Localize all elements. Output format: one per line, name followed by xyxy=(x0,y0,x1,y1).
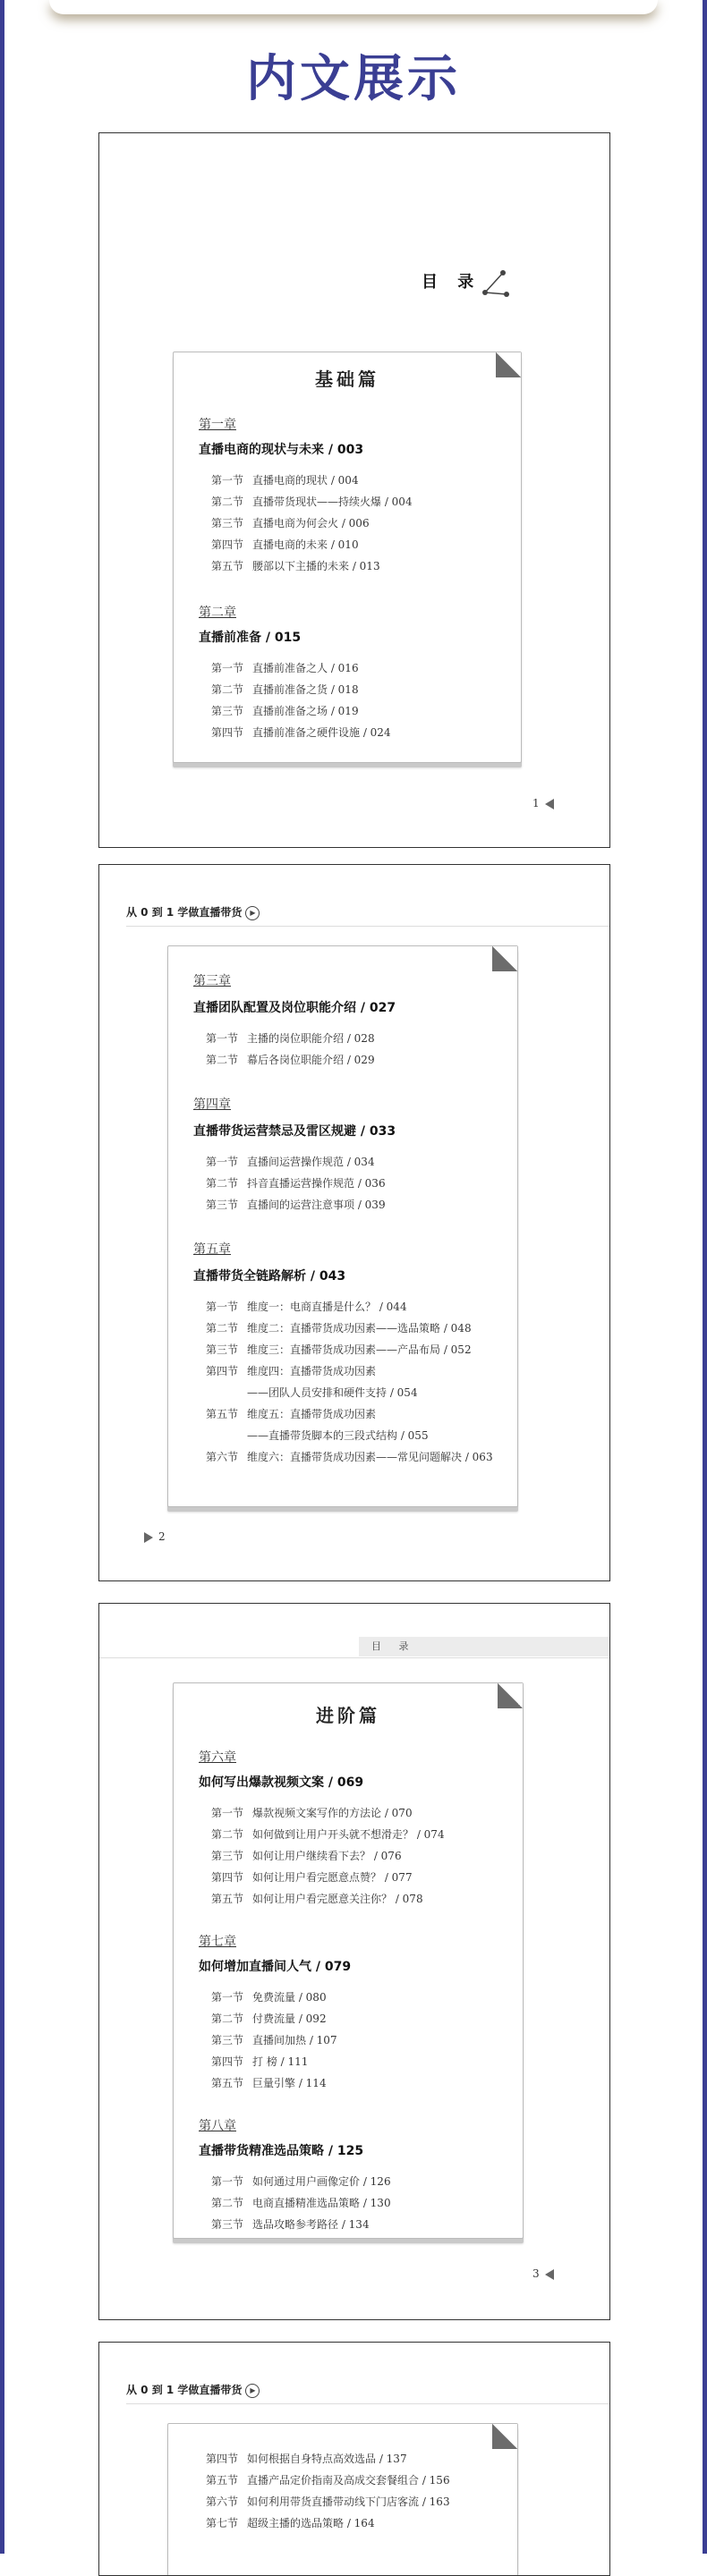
section-line: 第一节 免费流量 / 080 xyxy=(211,1991,327,2004)
section-line: 第五节 如何让用户看完愿意关注你？ / 078 xyxy=(211,1893,423,1905)
page-panel-3 xyxy=(98,1603,610,2320)
chapter-label: 第四章 xyxy=(193,1097,231,1112)
section-line: ——团队人员安排和硬件支持 / 054 xyxy=(247,1386,418,1399)
page-number: 3 xyxy=(532,2267,554,2280)
arrow-right-icon xyxy=(144,1532,153,1543)
section-line: 第一节 爆款视频文案写作的方法论 / 070 xyxy=(211,1807,413,1819)
toc-card xyxy=(173,1682,524,2239)
chapter-title: 如何写出爆款视频文案 / 069 xyxy=(199,1775,364,1790)
section-line: 第一节 直播前准备之人 / 016 xyxy=(211,662,359,674)
section-line: 第二节 直播带货现状——持续火爆 / 004 xyxy=(211,496,413,508)
section-line: 第五节 直播产品定价指南及高成交套餐组合 / 156 xyxy=(206,2474,450,2487)
chapter-label: 第八章 xyxy=(199,2119,236,2133)
chapter-title: 直播电商的现状与未来 / 003 xyxy=(199,443,364,457)
chapter-label: 第一章 xyxy=(199,418,236,432)
dogear-corner xyxy=(492,2424,517,2449)
chapter-label: 第二章 xyxy=(199,606,236,620)
section-line: 第一节 如何通过用户画像定价 / 126 xyxy=(211,2175,391,2188)
section-line: 第四节 直播电商的未来 / 010 xyxy=(211,538,359,551)
running-head: 从 0 到 1 学做直播带货 ▶ xyxy=(126,904,260,920)
running-head-rule xyxy=(126,2403,609,2404)
page-number: 1 xyxy=(532,797,554,809)
section-line: 第五节 巨量引擎 / 114 xyxy=(211,2077,327,2089)
section-line: 第二节 直播前准备之货 / 018 xyxy=(211,683,359,696)
section-line: 第五节 腰部以下主播的未来 / 013 xyxy=(211,560,380,572)
section-line: 第一节 主播的岗位职能介绍 / 028 xyxy=(206,1032,375,1045)
toc-card xyxy=(167,945,518,1507)
play-icon: ▶ xyxy=(245,2384,260,2398)
section-line: 第三节 维度三：直播带货成功因素——产品布局 / 052 xyxy=(206,1343,472,1356)
section-line: 第三节 直播间的运营注意事项 / 039 xyxy=(206,1199,386,1211)
page-number: 2 xyxy=(144,1530,166,1543)
connection-icon xyxy=(480,267,512,300)
section-line: 第三节 如何让用户继续看下去？ / 076 xyxy=(211,1850,402,1862)
page-panel-2 xyxy=(98,864,610,1581)
chapter-title: 直播带货运营禁忌及雷区规避 / 033 xyxy=(193,1124,396,1139)
section-line: 第二节 维度二：直播带货成功因素——选品策略 / 048 xyxy=(206,1322,472,1335)
section-line: 第二节 幕后各岗位职能介绍 / 029 xyxy=(206,1054,375,1066)
dogear-corner xyxy=(492,946,517,971)
section-line: 第二节 抖音直播运营操作规范 / 036 xyxy=(206,1177,386,1190)
section-line: 第六节 维度六：直播带货成功因素——常见问题解决 / 063 xyxy=(206,1451,493,1463)
section-line: 第一节 直播电商的现状 / 004 xyxy=(211,474,359,487)
chapter-label: 第五章 xyxy=(193,1242,231,1257)
page-panel-4 xyxy=(98,2342,610,2576)
section-line: 第三节 选品攻略参考路径 / 134 xyxy=(211,2218,370,2231)
section-line: 第一节 直播间运营操作规范 / 034 xyxy=(206,1156,375,1168)
section-line: 第二节 付费流量 / 092 xyxy=(211,2012,327,2025)
chapter-label: 第七章 xyxy=(199,1935,236,1949)
arrow-left-icon xyxy=(545,2269,554,2280)
chapter-label: 第三章 xyxy=(193,974,231,988)
section-line: 第四节 维度四：直播带货成功因素 xyxy=(206,1365,377,1377)
running-head-rule xyxy=(99,1657,609,1658)
chapter-title: 直播带货精准选品策略 / 125 xyxy=(199,2144,364,2158)
chapter-title: 如何增加直播间人气 / 079 xyxy=(199,1960,352,1974)
toc-card xyxy=(173,352,522,763)
card-title: 进阶篇 xyxy=(316,1705,380,1726)
running-head-rule xyxy=(126,926,609,927)
chapter-title: 直播带货全链路解析 / 043 xyxy=(193,1269,346,1284)
arrow-left-icon xyxy=(545,799,554,809)
section-line: 第三节 直播间加热 / 107 xyxy=(211,2034,337,2046)
chapter-title: 直播前准备 / 015 xyxy=(199,631,302,645)
toc-tab: 目 录 xyxy=(359,1637,609,1657)
card-title: 基础篇 xyxy=(315,369,379,390)
section-line: ——直播带货脚本的三段式结构 / 055 xyxy=(247,1429,429,1442)
section-line: 第六节 如何利用带货直播带动线下门店客流 / 163 xyxy=(206,2496,450,2508)
page-heading: 内文展示 xyxy=(246,50,461,108)
right-frame-border xyxy=(703,0,707,2554)
section-line: 第五节 维度五：直播带货成功因素 xyxy=(206,1408,377,1420)
section-line: 第四节 直播前准备之硬件设施 / 024 xyxy=(211,726,391,739)
chapter-label: 第六章 xyxy=(199,1750,236,1765)
page-panel-1 xyxy=(98,132,610,848)
top-shadow-strip xyxy=(49,0,658,14)
toc-card xyxy=(167,2423,518,2576)
section-line: 第四节 如何让用户看完愿意点赞？ / 077 xyxy=(211,1871,413,1884)
chapter-title: 直播团队配置及岗位职能介绍 / 027 xyxy=(193,1001,396,1015)
toc-heading: 目 录 xyxy=(422,273,481,292)
section-line: 第二节 电商直播精准选品策略 / 130 xyxy=(211,2197,391,2209)
section-line: 第三节 直播电商为何会火 / 006 xyxy=(211,517,370,530)
play-icon: ▶ xyxy=(245,906,260,920)
section-line: 第四节 如何根据自身特点高效选品 / 137 xyxy=(206,2453,407,2465)
section-line: 第三节 直播前准备之场 / 019 xyxy=(211,705,359,717)
section-line: 第一节 维度一：电商直播是什么？ / 044 xyxy=(206,1301,407,1313)
left-frame-border xyxy=(0,0,4,2554)
section-line: 第四节 打 榜 / 111 xyxy=(211,2055,309,2068)
running-head: 从 0 到 1 学做直播带货 ▶ xyxy=(126,2382,260,2398)
section-line: 第七节 超级主播的选品策略 / 164 xyxy=(206,2517,375,2529)
section-line: 第二节 如何做到让用户开头就不想滑走？ / 074 xyxy=(211,1828,445,1841)
